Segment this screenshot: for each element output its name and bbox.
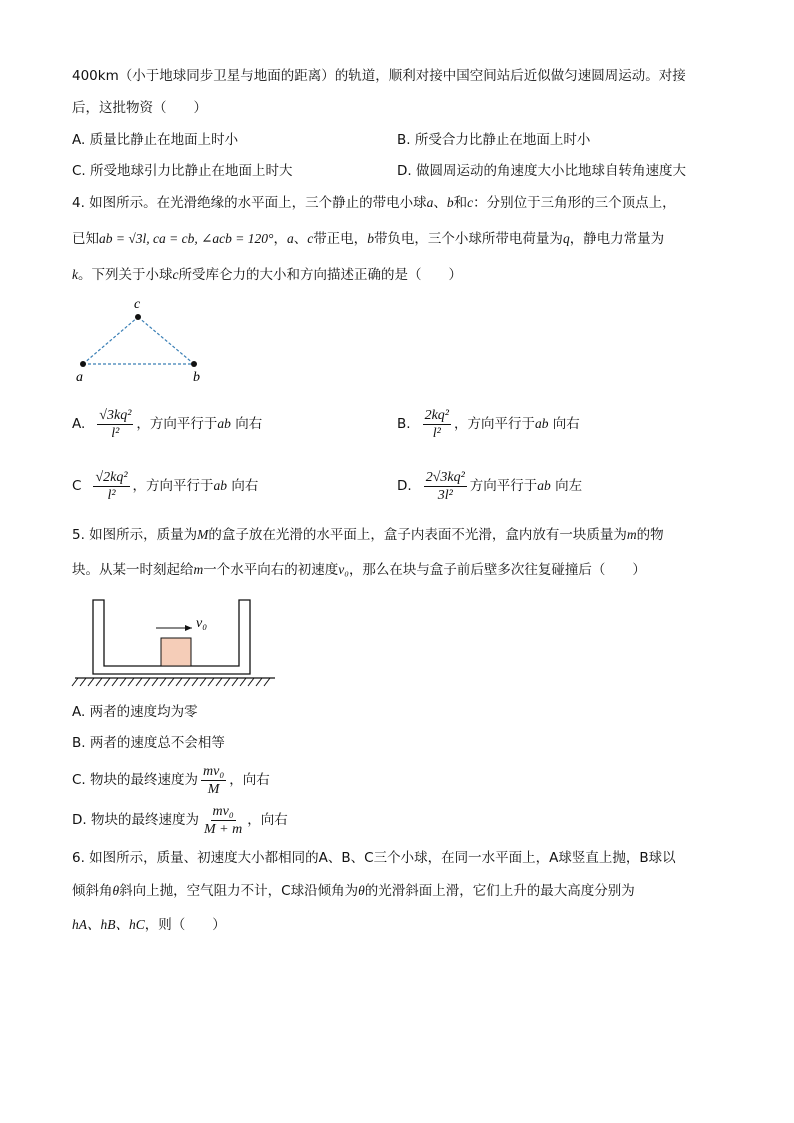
q4-option-c: C $\frac{\text{√2kq²}}{\text{l²}}$ ，方向平行于 ab 向右 — [72, 469, 259, 503]
q4-given-formula: ab = √3l, ca = cb, ∠acb = 120° — [99, 231, 274, 246]
edge-ac — [83, 317, 138, 364]
hatch-line — [264, 678, 270, 686]
hatch-line — [168, 678, 174, 686]
velocity-label: v₀ — [196, 616, 208, 631]
velocity-arrow-head — [185, 625, 192, 631]
hatch-line — [72, 678, 78, 686]
hatch-line — [88, 678, 94, 686]
hatch-line — [256, 678, 262, 686]
hatch-line — [208, 678, 214, 686]
q5-option-d: D. 物块的最终速度为 $\frac{\text{mv₀}}{M + m}$ ，向右 — [72, 803, 288, 837]
q5-option-c: C. 物块的最终速度为 $\frac{\text{mv₀}}{M}$ ，向右 — [72, 763, 270, 797]
q3-line-1: 400km（小于地球同步卫星与地面的距离）的轨道，顺利对接中国空间站后近似做匀速圆周运动。对接 — [72, 68, 686, 84]
hatch-line — [248, 678, 254, 686]
hatch-line — [96, 678, 102, 686]
hatch-line — [104, 678, 110, 686]
hatch-line — [224, 678, 230, 686]
q4-triangle-figure — [70, 292, 220, 387]
ball-b — [191, 361, 197, 367]
label-c: c — [134, 297, 141, 312]
hatch-line — [184, 678, 190, 686]
label-a: a — [76, 370, 83, 385]
q4-option-b: B. $\frac{\text{2kq²}}{\text{l²}}$ ，方向平行于 ab 向右 — [397, 407, 580, 441]
q5-box-figure — [70, 594, 280, 690]
q4-option-d: D. $\frac{\text{2√3kq²}}{\text{3l²}}$ 方向平行于 ab 向左 — [397, 469, 583, 503]
hatch-line — [160, 678, 166, 686]
hatch-line — [144, 678, 150, 686]
q4-line-3: k。下列关于小球c所受库仑力的大小和方向描述正确的是（ ） — [72, 267, 462, 283]
q5-line-1: 5. 如图所示，质量为M的盒子放在光滑的水平面上，盒子内表面不光滑，盒内放有一块质量为m的物 — [72, 527, 664, 543]
hatch-line — [80, 678, 86, 686]
edge-bc — [138, 317, 194, 364]
hatch-line — [192, 678, 198, 686]
label-b: b — [193, 370, 200, 385]
hatch-line — [240, 678, 246, 686]
q4-option-a: A. $\frac{\text{√3kq²}}{\text{l²}}$ ，方向平行于 ab 向右 — [72, 407, 263, 441]
q3-option-c: C. 所受地球引力比静止在地面上时大 — [72, 163, 293, 179]
q3-option-a: A. 质量比静止在地面上时小 — [72, 132, 239, 148]
hatch-line — [120, 678, 126, 686]
hatch-line — [200, 678, 206, 686]
q6-line-1: 6. 如图所示，质量、初速度大小都相同的A、B、C三个小球，在同一水平面上，A球竖直上抛，B球以 — [72, 850, 676, 866]
hatch-line — [152, 678, 158, 686]
hatch-line — [136, 678, 142, 686]
hatch-line — [112, 678, 118, 686]
ground-hatch — [72, 678, 270, 686]
q5-option-b: B. 两者的速度总不会相等 — [72, 735, 225, 751]
q3-option-d: D. 做圆周运动的角速度大小比地球自转角速度大 — [397, 163, 686, 179]
hatch-line — [128, 678, 134, 686]
q5-line-2: 块。从某一时刻起给m一个水平向右的初速度v₀，那么在块与盒子前后壁多次往复碰撞后（ ） — [72, 562, 646, 578]
ball-a — [80, 361, 86, 367]
q3-line-2: 后，这批物资（ ） — [72, 100, 207, 116]
q6-line-3: hA、hB、hC，则（ ） — [72, 917, 226, 933]
q6-line-2: 倾斜角θ斜向上抛，空气阻力不计，C球沿倾角为θ的光滑斜面上滑，它们上升的最大高度分别为 — [72, 883, 635, 899]
hatch-line — [176, 678, 182, 686]
q4-line-1: 4. 如图所示。在光滑绝缘的水平面上，三个静止的带电小球a、b和c：分别位于三角形的三个顶点上， — [72, 195, 676, 211]
hatch-line — [216, 678, 222, 686]
q4-line-2: 已知ab = √3l, ca = cb, ∠acb = 120°，a、c带正电，b带负电，三个小球所带电荷量为q，静电力常量为 — [72, 231, 665, 247]
block — [161, 638, 191, 666]
ball-c — [135, 314, 141, 320]
hatch-line — [232, 678, 238, 686]
q3-option-b: B. 所受合力比静止在地面上时小 — [397, 132, 591, 148]
q5-option-a: A. 两者的速度均为零 — [72, 704, 198, 720]
